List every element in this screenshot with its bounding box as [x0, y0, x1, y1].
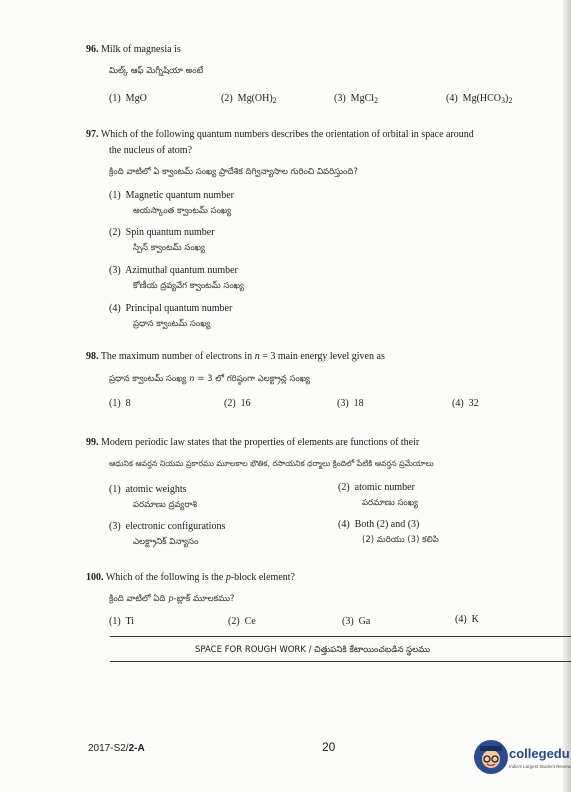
logo-text: collegedu	[509, 746, 570, 761]
question-text-te: ఆధునిక ఆవర్తన నియమ ప్రకారము మూలకాల భౌతిక, రసాయనిక ధర్మాలు క్రిందిలో పేటికి ఆవర్తన ప్రమేయాలు	[109, 459, 434, 468]
rough-work-rule-top	[110, 636, 571, 637]
question-number: 96.	[86, 44, 99, 55]
option-4-te: (2) మరియు (3) కలిపి	[362, 535, 439, 545]
option-3: (3) 18	[337, 398, 364, 409]
option-1: (1) Ti	[109, 616, 135, 627]
question-100: 100. Which of the following is the p-block element?	[86, 572, 295, 583]
option-4: (4) 32	[452, 398, 479, 409]
option-4: (4) $Mg(HCO_3)_2$	[446, 93, 513, 105]
option-2-en: (2) Spin quantum number	[109, 227, 215, 238]
page-number: 20	[322, 740, 336, 754]
option-2-te: పరమాణు సంఖ్య	[362, 498, 418, 508]
question-number: 99.	[86, 437, 99, 448]
option-1-te: పరమాణు ద్రవ్యరాశి	[133, 500, 197, 510]
question-text-te: మిల్క్ ఆఫ్ మెగ్నీషియా అంటే	[109, 66, 204, 76]
option-1-en: (1) atomic weights	[109, 484, 187, 495]
option-2: (2) $Mg(OH)_2$	[221, 93, 277, 105]
question-98: 98. The maximum number of electrons in n = 3 main energy level given as	[86, 351, 385, 362]
option-2: (2) 16	[224, 398, 251, 409]
question-number: 97.	[86, 129, 99, 140]
option-1-en: (1) Magnetic quantum number	[109, 190, 234, 201]
option-4-en: (4) Principal quantum number	[109, 303, 233, 314]
logo-mascot-icon	[474, 740, 508, 774]
question-text-te: ప్రధాన క్వాంటమ్ సంఖ్య n = 3 లో గరిష్ఠంగా ఎలక్ట్రాన్ల సంఖ్య	[109, 374, 310, 384]
option-3-en: (3) Azimuthal quantum number	[109, 265, 238, 276]
question-96	[86, 44, 181, 55]
option-1-te: అయస్కాంత క్వాంటమ్ సంఖ్య	[133, 206, 232, 216]
question-97	[86, 129, 474, 140]
option-4-en: (4) Both (2) and (3)	[338, 519, 420, 530]
option-4: (4) K	[455, 614, 479, 625]
question-text-te: క్రింది వాటిలో ఏ క్వాంటమ్ సంఖ్య ప్రాదేశిక దిగ్విన్యాసాల గురించి వివరిస్తుంది?	[109, 167, 358, 177]
question-number: 100.	[86, 572, 104, 583]
option-3: (3) MgCl$_2$	[334, 93, 379, 105]
option-3-te: కోణీయ ద్రవ్యవేగ క్వాంటమ్ సంఖ్య	[133, 281, 244, 291]
question-text-en: Milk of magnesia is	[101, 44, 181, 55]
option-2-en: (2) atomic number	[338, 482, 415, 493]
option-1: (1) MgO	[109, 93, 147, 104]
option-3-en: (3) electronic configurations	[109, 521, 226, 532]
option-4-te: ప్రధాన క్వాంటమ్ సంఖ్య	[133, 319, 211, 329]
rough-work-label: SPACE FOR ROUGH WORK / చిత్తుపనికి కేటాయించబడిన స్థలము	[195, 645, 431, 655]
question-text-en: Modern periodic law states that the properties of elements are functions of their	[101, 437, 420, 448]
paper-code: 2017-S2/2-A	[88, 743, 145, 754]
question-text-en-line2: the nucleus of atom?	[109, 145, 193, 156]
question-text-en-line1: Which of the following quantum numbers describes the orientation of orbital in space around	[100, 129, 474, 140]
question-number: 98.	[86, 351, 99, 362]
option-1: (1) 8	[109, 398, 131, 409]
logo-tagline: India's Largest Student Review	[509, 764, 571, 769]
option-3-te: ఎలక్ట్రానిక్ విన్యాసం	[133, 537, 199, 547]
rough-work-rule-bottom	[110, 661, 571, 662]
option-3: (3) Ga	[342, 616, 371, 627]
option-2-te: స్పిన్ క్వాంటమ్ సంఖ్య	[133, 243, 205, 253]
option-2: (2) Ce	[228, 616, 256, 627]
page-edge-shadow	[563, 0, 571, 792]
question-99	[86, 437, 419, 448]
question-text-te: క్రింది వాటిలో ఏది p-బ్లాక్ మూలకము?	[109, 594, 235, 604]
